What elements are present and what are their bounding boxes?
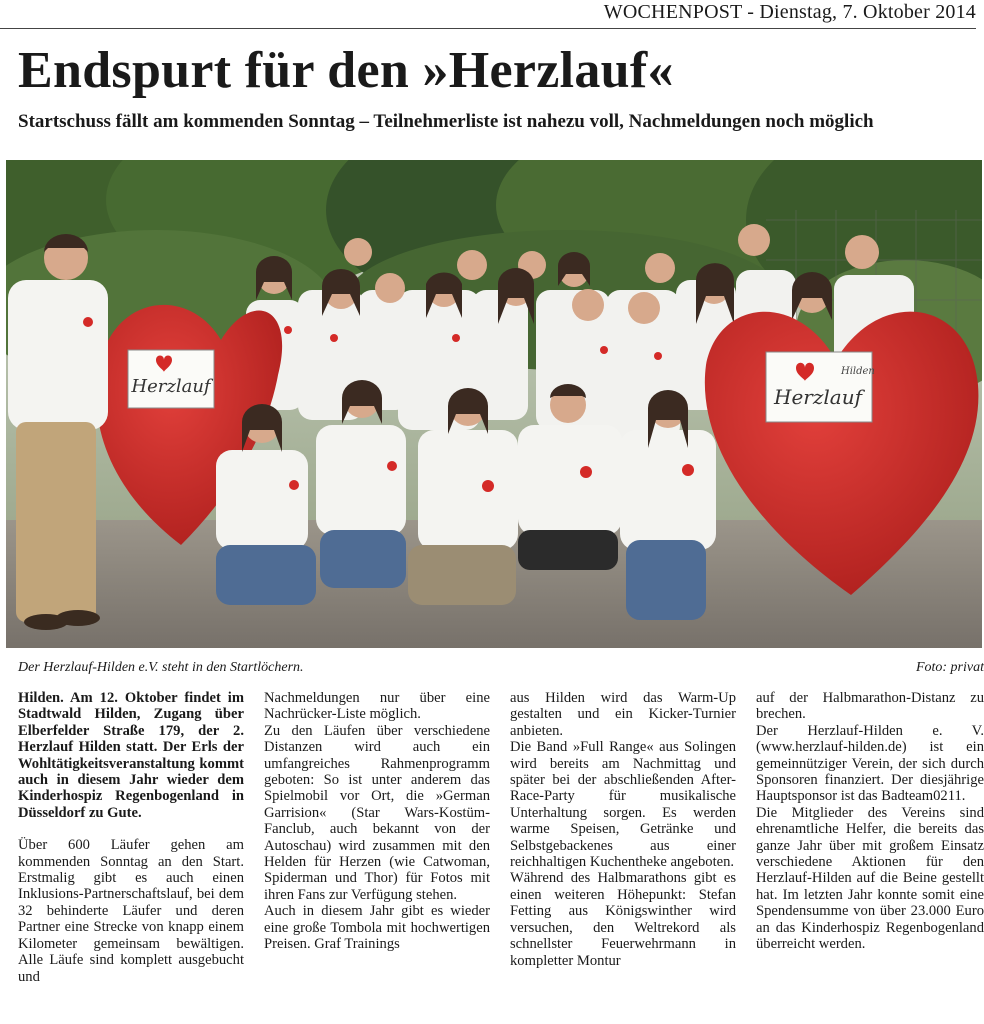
group-photo-illustration <box>6 160 982 648</box>
masthead <box>0 0 976 29</box>
sign-right-text: Herzlauf <box>774 385 862 409</box>
article-paragraph: Zu den Läufen über verschiedene Distanzen wird auch ein umfangreiches Rahmenprogramm geboten: So ist unter anderem das Spielmobil vor Ort, die »German Garrision« (Star Wars-Kostüm-Fanclub, auch bekannt von der Autoschau) wird zusammen mit den Helden für Herzen (wie Catwoman, Spiderman und Thor) für Fotos mit ihren Fans zur Verfügung stehen. <box>264 722 490 903</box>
article-subheadline: Startschuss fällt am kommenden Sonntag – Teilnehmerliste ist nahezu voll, Nachmeldungen noch möglich <box>18 111 874 132</box>
article-body <box>18 690 984 1024</box>
article-column-3 <box>510 690 736 1024</box>
sign-left <box>128 350 214 408</box>
article-lead: Hilden. Am 12. Oktober findet im Stadtwald Hilden, Zugang über Elberfelder Straße 179, der 2. Herzlauf Hilden statt. Der Erls der Wohltätigkeitsveranstaltung kommt auch in diesem Jahr wieder dem Kinderhospiz Regenbogenland in Düsseldorf zu Gute. <box>18 690 244 821</box>
sign-left-text: Herzlauf <box>131 376 211 397</box>
photo-caption: Der Herzlauf-Hilden e.V. steht in den Startlöchern. <box>18 660 304 675</box>
article-paragraph: Der Herzlauf-Hilden e. V. (www.herzlauf-hilden.de) ist ein gemeinnütziger Verein, der sich durch Sponsoren finanziert. Der diesjährige Hauptsponsor ist das Badteam0211. <box>756 722 984 805</box>
article-paragraph: Die Mitglieder des Vereins sind ehrenamtliche Helfer, die bereits das ganze Jahr über mit großem Einsatz verschiedene Aktionen für den Herzlauf-Hilden auf die Beine gestellt hat. Im letzten Jahr konnte somit eine Spendensumme von über 23.000 Euro an das Kinderhospiz Regenbogenland überreicht werden. <box>756 804 984 953</box>
article-paragraph: aus Hilden wird das Warm-Up gestalten und ein Kicker-Turnier anbieten. <box>510 690 736 739</box>
photo-credit: Foto: privat <box>915 660 984 675</box>
article-headline: Endspurt für den »Herzlauf« <box>18 42 674 99</box>
article-column-1 <box>18 690 244 1024</box>
article-paragraph: auf der Halbmarathon-Distanz zu brechen. <box>756 690 984 723</box>
article-paragraph: Nachmeldungen nur über eine Nachrücker-Liste möglich. <box>264 690 490 723</box>
article-paragraph: Über 600 Läufer gehen am kommenden Sonntag an den Start. Erstmalig gibt es auch einen Inklusions-Partnerschaftslauf, bei dem 32 behinderte Läufer und deren Partner eine Strecke von knapp einem Kilometer gemeinsam bewältigen. Alle Läufe sind komplett ausgebucht und <box>18 837 244 985</box>
sign-right <box>766 352 875 422</box>
article-column-2 <box>264 690 490 1024</box>
article-paragraph: Während des Halbmarathons gibt es einen weiteren Höhepunkt: Stefan Fetting aus Königswinther wird versuchen, den Weltrekord als schnellster Feuerwehrmann in kompletter Montur <box>510 870 736 969</box>
article-column-4 <box>756 690 984 1024</box>
article-photo <box>6 160 982 648</box>
sign-right-small-text: Hilden <box>841 366 875 377</box>
article-paragraph: Auch in diesem Jahr gibt es wieder eine große Tombola mit hochwertigen Preisen. Graf Trainings <box>264 903 490 953</box>
masthead-text: WOCHENPOST - Dienstag, 7. Oktober 2014 <box>603 1 976 23</box>
article-paragraph: Die Band »Full Range« aus Solingen wird bereits am Nachmittag und später bei der abschließenden After-Race-Party für musikalische Unterhaltung sorgen. Es werden warme Speisen, Getränke und Selbstgebackenes aus einer reichhaltigen Kuchentheke angeboten. <box>510 739 736 871</box>
photo-caption-row <box>18 659 984 677</box>
standing-man-left <box>8 234 108 630</box>
